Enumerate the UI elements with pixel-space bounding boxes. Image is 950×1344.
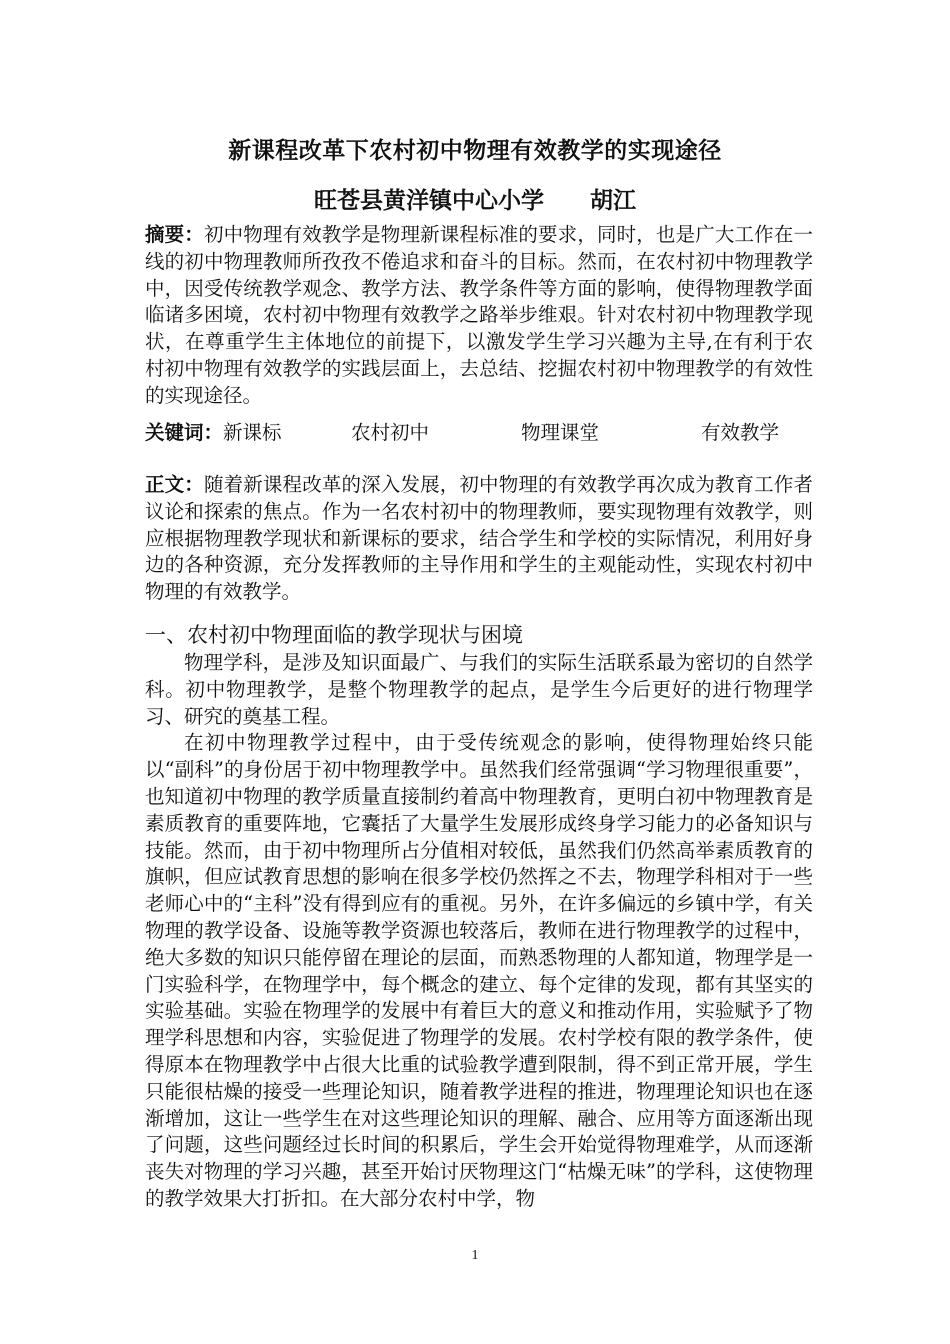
document-title: 新课程改革下农村初中物理有效教学的实现途径 xyxy=(228,138,722,164)
keywords-label: 关键词： xyxy=(145,421,224,444)
abstract-text: 初中物理有效教学是物理新课程标准的要求，同时，也是广大工作在一线的初中物理教师所孜孜不倦追求和奋斗的目标。然而，在农村初中物理教学中，因受传统教学观念、教学方法、教学条件等方面的影响，使得物理教学面临诸多困境，农村初中物理有效教学之路举步维艰。针对农村初中物理教学现状，在尊重学生主体地位的前提下，以激发学生学习兴趣为主导,在有利于农村初中物理有效教学的实践层面上，去总结、挖掘农村初中物理教学的有效性的实现途径。 xyxy=(145,223,813,407)
author-school: 旺苍县黄洋镇中心小学 xyxy=(314,188,544,214)
author-name: 胡江 xyxy=(590,188,636,214)
abstract xyxy=(145,222,813,410)
main-text-intro xyxy=(145,472,813,606)
keyword: 农村初中 xyxy=(351,421,430,444)
page-number: 1 xyxy=(471,1248,479,1263)
keywords xyxy=(145,420,813,447)
abstract-label: 摘要： xyxy=(145,223,204,246)
section-heading: 一、农村初中物理面临的教学现状与困境 xyxy=(145,623,523,647)
main-label: 正文： xyxy=(145,473,204,496)
author-line xyxy=(0,182,950,215)
main-text: 随着新课程改革的深入发展，初中物理的有效教学再次成为教育工作者议论和探索的焦点。作为一名农村初中的物理教师，要实现物理有效教学，则应根据物理教学现状和新课标的要求，结合学生和学校的实际情况，利用好身边的各种资源，充分发挥教师的主导作用和学生的主观能动性，实现农村初中物理的有效教学。 xyxy=(145,473,813,604)
keyword: 新课标 xyxy=(223,421,282,444)
paragraph: 在初中物理教学过程中，由于受传统观念的影响，使得物理始终只能以“副科”的身份居于初中物理教学中。虽然我们经常强调“学习物理很重要”，也知道初中物理的教学质量直接制约着高中物理教育，更明白初中物理教育是素质教育的重要阵地，它囊括了大量学生发展形成终身学习能力的必备知识与技能。然而，由于初中物理所占分值相对较低，虽然我们仍然高举素质教育的旗帜，但应试教育思想的影响在很多学校仍然挥之不去，物理学科相对于一些老师心中的“主科”没有得到应有的重视。另外，在许多偏远的乡镇中学，有关物理的教学设备、设施等教学资源也较落后，教师在进行物理教学的过程中，绝大多数的知识只能停留在理论的层面，而熟悉物理的人都知道，物理学是一门实验科学，在物理学中，每个概念的建立、每个定律的发现，都有其坚实的实验基础。实验在物理学的发展中有着巨大的意义和推动作用，实验赋予了物理学科思想和内容，实验促进了物理学的发展。农村学校有限的教学条件，使得原本在物理教学中占很大比重的试验教学遭到限制，得不到正常开展，学生只能很枯燥的接受一些理论知识，随着教学进程的推进，物理理论知识也在逐渐增加，这让一些学生在对这些理论知识的理解、融合、应用等方面逐渐出现了问题，这些问题经过长时间的积累后，学生会开始觉得物理难学，从而逐渐丧失对物理的学习兴趣，甚至开始讨厌物理这门“枯燥无味”的学科，这使物理的教学效果大打折扣。在大部分农村中学，物 xyxy=(145,731,813,1210)
paragraph: 物理学科，是涉及知识面最广、与我们的实际生活联系最为密切的自然学科。初中物理教学，是整个物理教学的起点，是学生今后更好的进行物理学习、研究的奠基工程。 xyxy=(145,651,813,728)
section-1 xyxy=(145,620,813,1213)
keyword: 有效教学 xyxy=(701,421,780,444)
keyword: 物理课堂 xyxy=(521,421,600,444)
